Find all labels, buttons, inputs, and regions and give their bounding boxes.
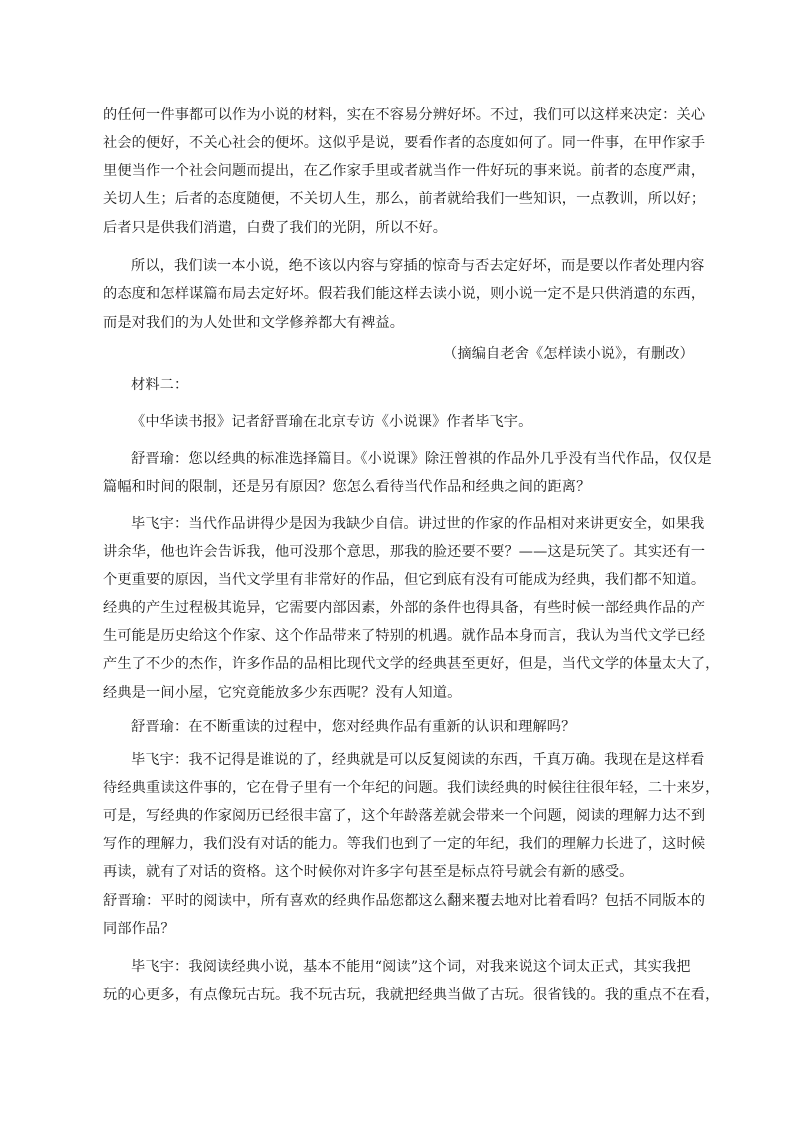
paragraph-first-line: 毕飞宇：我不记得是谁说的了，经典就是可以反复阅读的东西，千真万确。我现在是这样看 <box>131 752 705 768</box>
text-line: 的任何一件事都可以作为小说的材料，实在不容易分辨好坏。不过，我们可以这样来决定：关心 <box>103 107 706 123</box>
text-line: 关切人生；后者的态度随便，不关切人生，那么，前者就给我们一些知识，一点教训，所以好； <box>103 191 706 207</box>
text-line: 的态度和怎样谋篇布局去定好坏。假若我们能这样去读小说，则小说一定不是只供消遣的东西， <box>103 286 706 302</box>
text-line: 同部作品？ <box>103 921 175 937</box>
paragraph-first-line: 毕飞宇：当代作品讲得少是因为我缺少自信。讲过世的作家的作品相对来讲更安全，如果我 <box>131 516 705 532</box>
paragraph-first-line: 所以，我们读一本小说，绝不该以内容与穿插的惊奇与否去定好坏，而是要以作者处理内容 <box>131 258 705 274</box>
section-heading: 材料二： <box>131 377 189 393</box>
text-line: 社会的便好，不关心社会的便坏。这似乎是说，要看作者的态度如何了。同一件事，在甲作家手 <box>103 135 706 151</box>
text-line: 生可能是历史给这个作家、这个作品带来了特别的机遇。就作品本身而言，我认为当代文学已经 <box>103 628 706 644</box>
text-line: 里便当作一个社会问题而提出，在乙作家手里或者就当作一件好玩的事来说。前者的态度严肃， <box>103 163 706 179</box>
text-line: 可是，写经典的作家阅历已经很丰富了，这个年龄落差就会带来一个问题，阅读的理解力达不到 <box>103 808 706 824</box>
text-line: 产生了不少的杰作，许多作品的品相比现代文学的经典甚至更好，但是，当代文学的体量太大了， <box>103 656 720 672</box>
text-line: 而是对我们的为人处世和文学修养都大有裨益。 <box>103 315 405 331</box>
text-line: 个更重要的原因，当代文学里有非常好的作品，但它到底有没有可能成为经典，我们都不知道。 <box>103 572 706 588</box>
source-citation: （摘编自老舍《怎样读小说》，有删改） <box>443 346 694 362</box>
text-line: 篇幅和时间的限制，还是另有原因？您怎么看待当代作品和经典之间的距离？ <box>103 479 591 495</box>
paragraph-first-line: 舒晋瑜：您以经典的标准选择篇目。《小说课》除汪曾祺的作品外几乎没有当代作品，仅仅是 <box>131 451 712 467</box>
paragraph-first-line: 舒晋瑜：在不断重读的过程中，您对经典作品有重新的认识和理解吗？ <box>131 719 576 735</box>
text-line: 写作的理解力，我们没有对话的能力。等我们也到了一定的年纪，我们的理解力长进了，这时候 <box>103 836 706 852</box>
text-line: 再读，就有了对话的资格。这个时候你对许多字句甚至是标点符号就会有新的感受。 <box>103 864 634 880</box>
text-line: 玩的心更多，有点像玩古玩。我不玩古玩，我就把经典当做了古玩。很省钱的。我的重点不在看， <box>103 987 720 1003</box>
text-line: 后者只是供我们消遣，白费了我们的光阴，所以不好。 <box>103 220 448 236</box>
text-line: 讲余华，他也许会告诉我，他可没那个意思，那我的脸还要不要？——这是玩笑了。其实还有一 <box>103 544 706 560</box>
text-line: 待经典重读这件事的，它在骨子里有一个年纪的问题。我们读经典的时候往往很年轻，二十来岁， <box>103 780 720 796</box>
text-line: 经典的产生过程极其诡异，它需要内部因素，外部的条件也得具备，有些时候一部经典作品的产 <box>103 600 706 616</box>
paragraph-first-line: 《中华读书报》记者舒晋瑜在北京专访《小说课》作者毕飞宇。 <box>131 414 533 430</box>
paragraph-first-line: 舒晋瑜：平时的阅读中，所有喜欢的经典作品您都这么翻来覆去地对比着看吗？包括不同版本的 <box>103 893 706 909</box>
paragraph-first-line: 毕飞宇：我阅读经典小说，基本不能用“阅读”这个词，对我来说这个词太正式，其实我把 <box>131 959 691 975</box>
text-line: 经典是一间小屋，它究竟能放多少东西呢？没有人知道。 <box>103 685 462 701</box>
